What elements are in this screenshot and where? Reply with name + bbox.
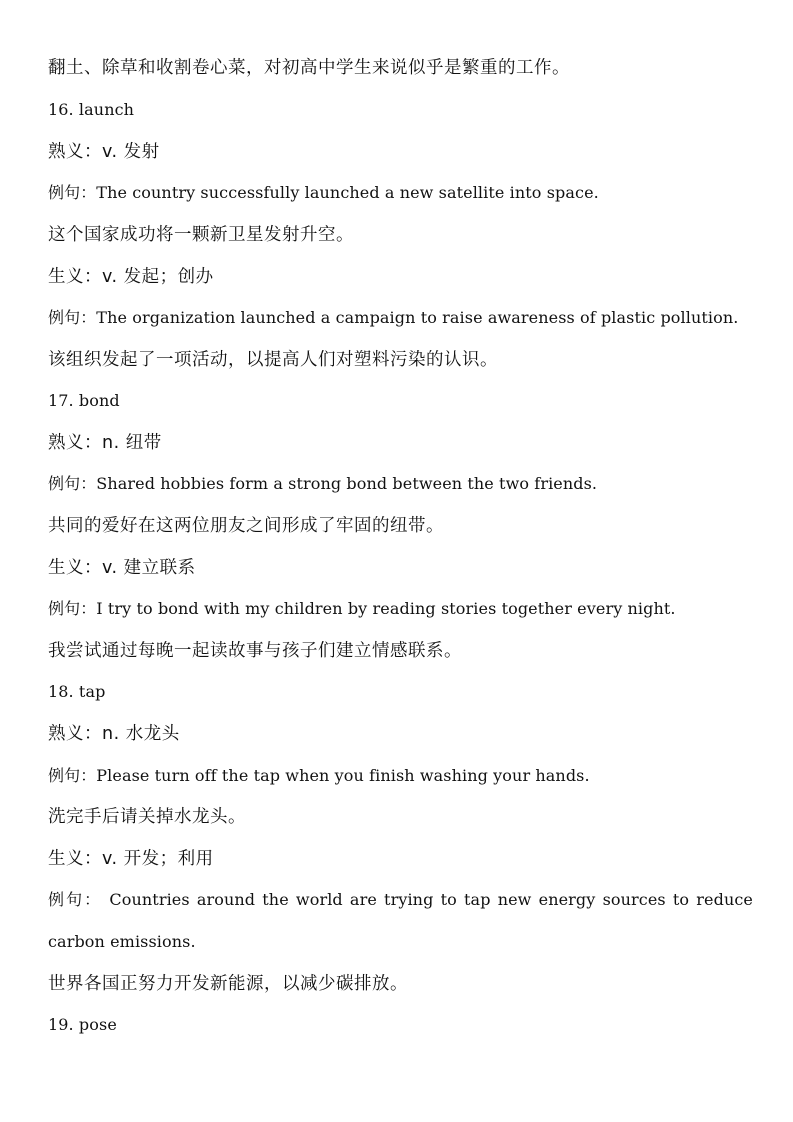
common-meaning: 熟义：v. 发射	[48, 142, 160, 162]
translation: 我尝试通过每晚一起读故事与孩子们建立情感联系。	[48, 641, 462, 661]
text-line: 翻土、除草和收割卷心菜，对初高中学生来说似乎是繁重的工作。	[48, 58, 570, 78]
translation: 该组织发起了一项活动，以提高人们对塑料污染的认识。	[48, 350, 498, 370]
translation: 这个国家成功将一颗新卫星发射升空。	[48, 225, 354, 245]
new-meaning: 生义：v. 发起；创办	[48, 267, 214, 287]
example-sentence: 例句：I try to bond with my children by reading stories together every night.	[48, 599, 676, 618]
example-sentence: 例句：The organization launched a campaign to raise awareness of plastic pollution.	[48, 308, 739, 327]
common-meaning: 熟义：n. 水龙头	[48, 724, 180, 744]
entry-heading: 19. pose	[48, 1015, 117, 1034]
entry-heading: 18. tap	[48, 682, 106, 701]
example-sentence: 例句：Shared hobbies form a strong bond between the two friends.	[48, 474, 598, 493]
entry-heading: 16. launch	[48, 100, 135, 119]
example-sentence: 例句： Countries around the world are trying to tap new energy sources to reduce	[48, 890, 753, 909]
example-sentence: 例句：The country successfully launched a new satellite into space.	[48, 183, 599, 202]
example-sentence-continuation: carbon emissions.	[48, 932, 196, 951]
translation: 洗完手后请关掉水龙头。	[48, 807, 246, 827]
translation: 世界各国正努力开发新能源，以减少碳排放。	[48, 974, 408, 994]
common-meaning: 熟义：n. 纽带	[48, 433, 162, 453]
example-sentence: 例句：Please turn off the tap when you finish washing your hands.	[48, 766, 590, 785]
new-meaning: 生义：v. 建立联系	[48, 558, 196, 578]
new-meaning: 生义：v. 开发；利用	[48, 849, 214, 869]
translation: 共同的爱好在这两位朋友之间形成了牢固的纽带。	[48, 516, 444, 536]
entry-heading: 17. bond	[48, 391, 120, 410]
